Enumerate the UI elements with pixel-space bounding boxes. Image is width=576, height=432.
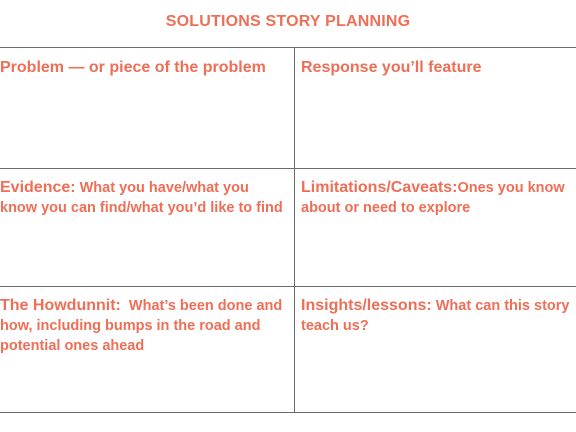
response-cell <box>301 58 576 78</box>
problem-heading: Problem — or piece of the problem <box>0 59 266 76</box>
evidence-heading: Evidence: <box>0 179 76 196</box>
howdunnit-cell <box>0 296 288 356</box>
planning-grid <box>0 47 576 413</box>
response-heading: Response you’ll feature <box>301 59 482 76</box>
howdunnit-body: What’s been done and how, including bumps in the road and potential ones ahead <box>0 298 287 354</box>
insights-body: What can this story teach us? <box>301 298 570 334</box>
insights-heading: Insights/lessons: <box>301 297 432 314</box>
evidence-cell <box>0 178 288 218</box>
insights-cell <box>301 296 576 336</box>
howdunnit-heading: The Howdunnit: <box>0 297 121 314</box>
page-title: SOLUTIONS STORY PLANNING <box>165 13 411 30</box>
row-divider-1 <box>0 168 576 169</box>
column-divider <box>294 48 295 412</box>
row-divider-2 <box>0 286 576 287</box>
limitations-heading: Limitations/Caveats: <box>301 179 458 196</box>
limitations-body: Ones you know about or need to explore <box>301 180 565 216</box>
limitations-cell <box>301 178 576 218</box>
evidence-body: What you have/what you know you can find/what you’d like to find <box>0 180 283 216</box>
problem-cell <box>0 58 288 78</box>
